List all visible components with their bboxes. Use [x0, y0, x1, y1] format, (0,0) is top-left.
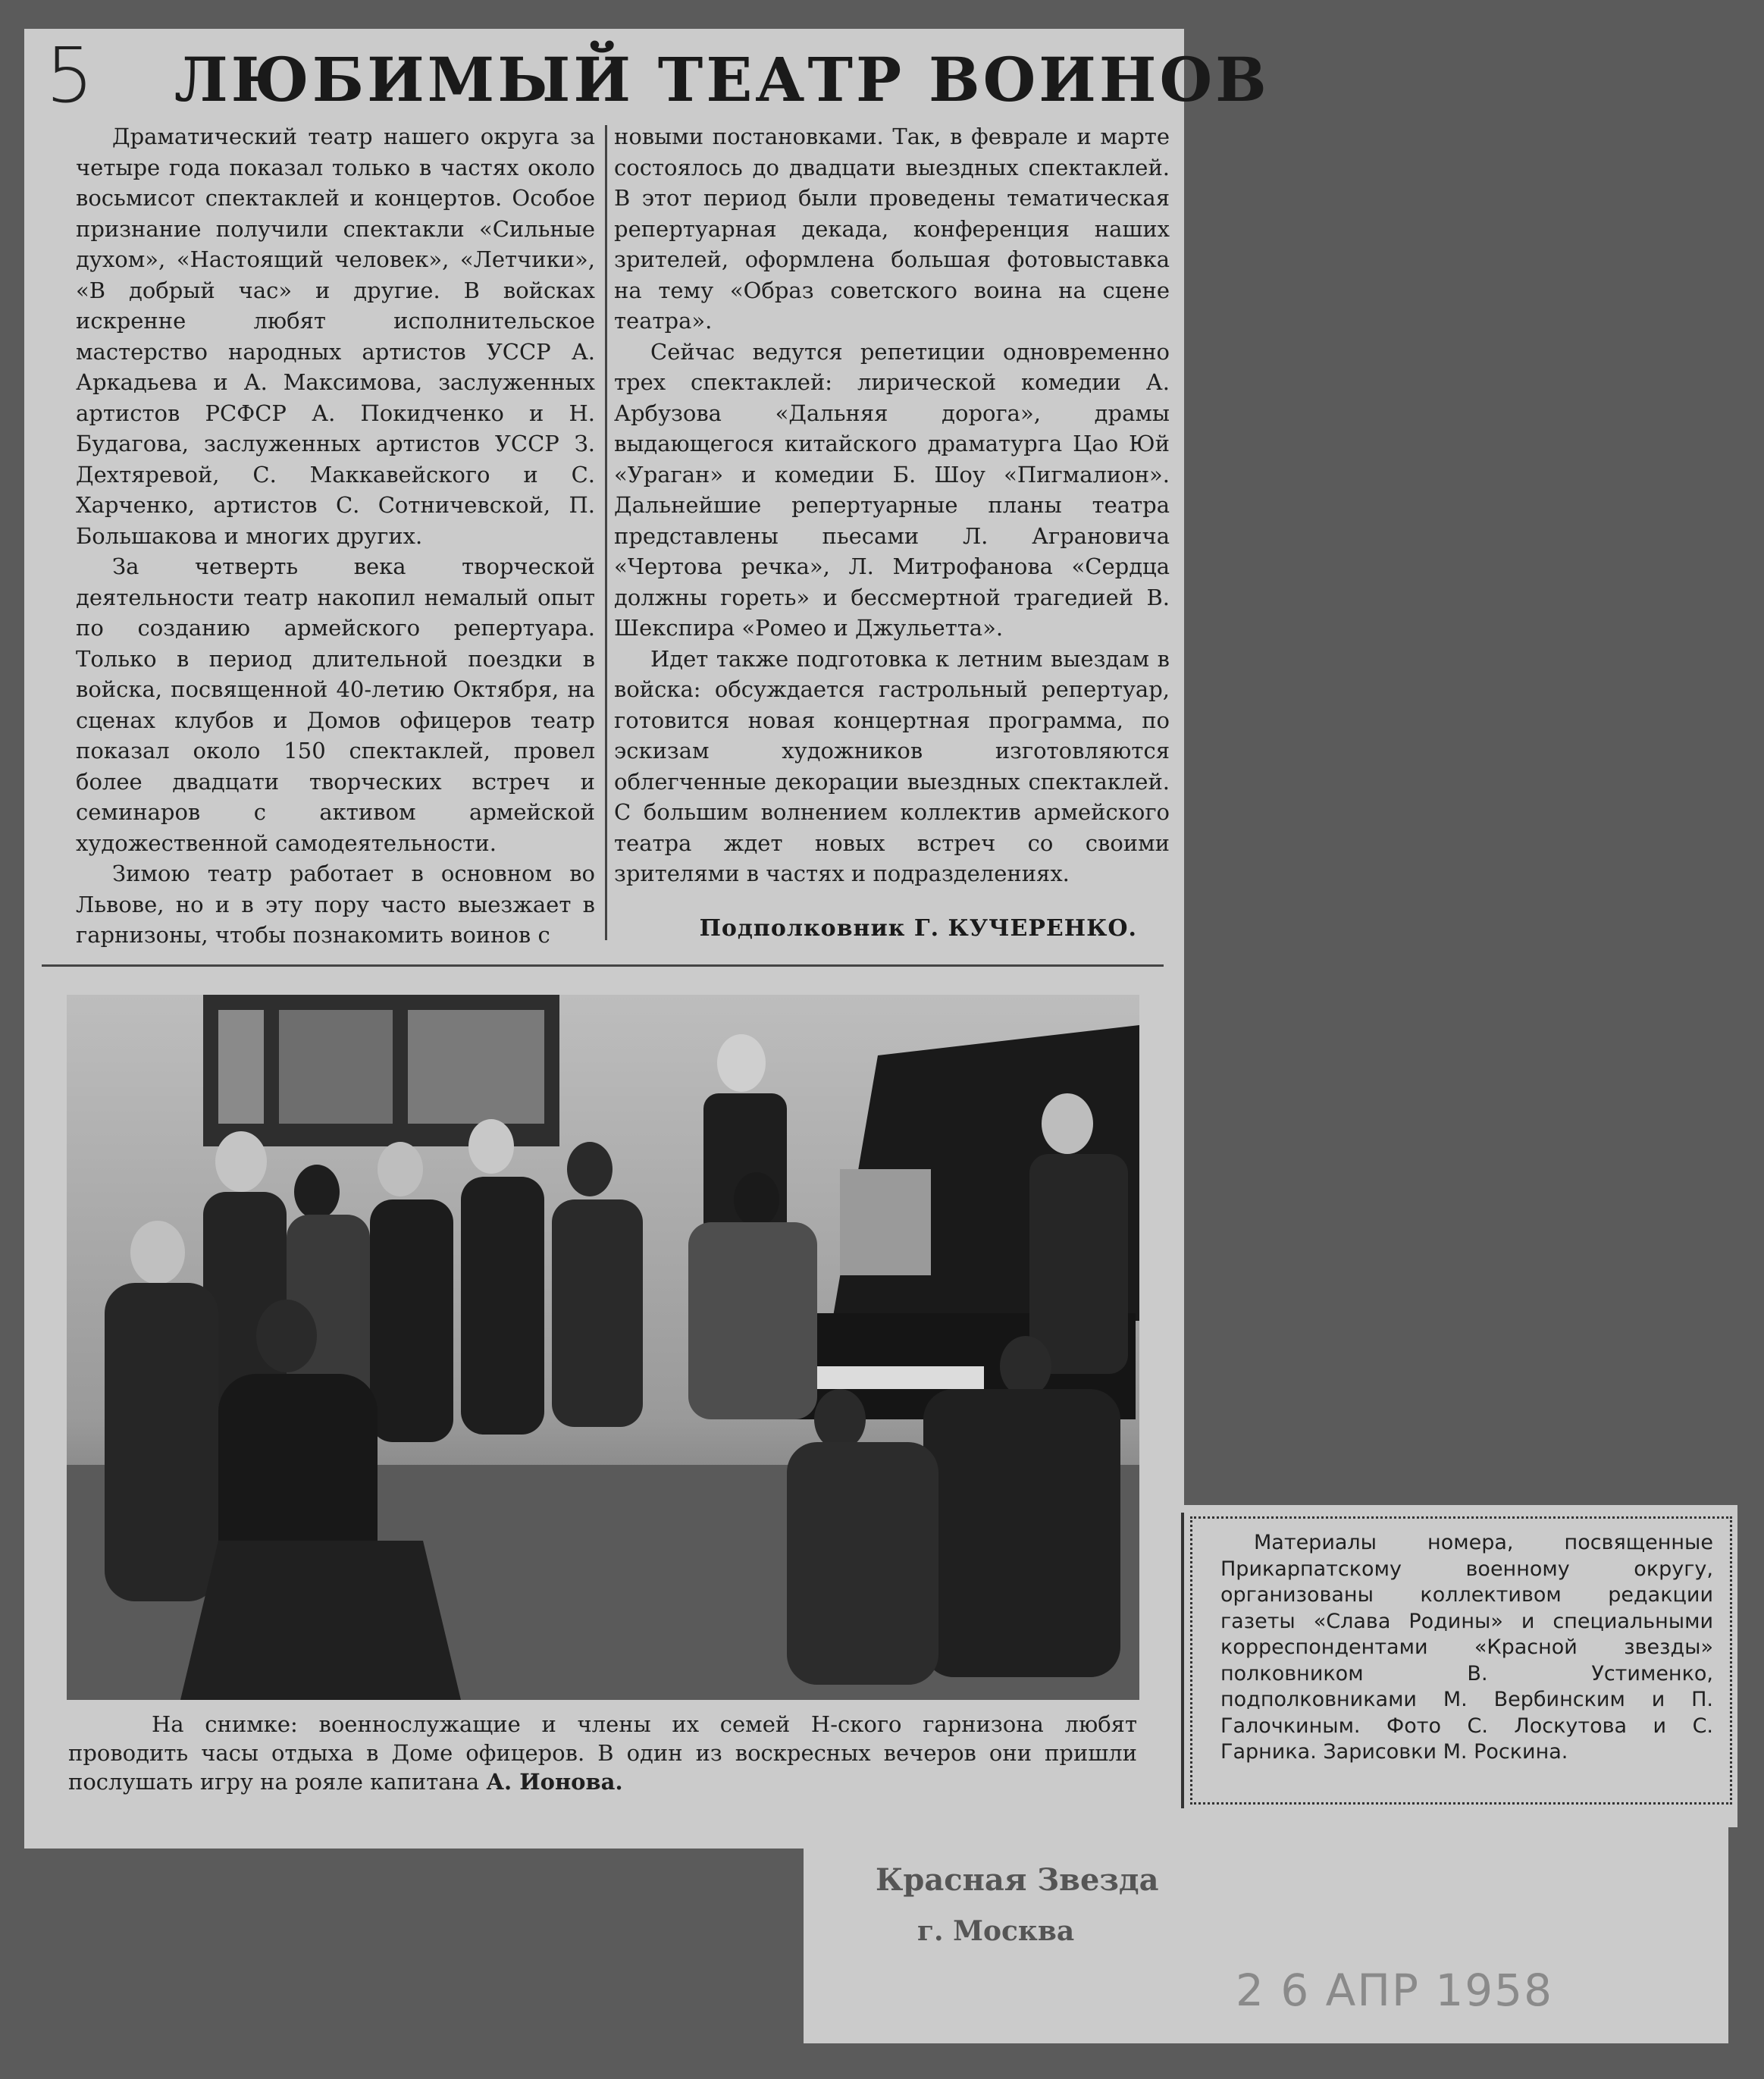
handwritten-page-number: 5: [45, 31, 94, 120]
photo-scene: [67, 995, 1139, 1700]
article-column-right: [614, 121, 1170, 940]
article-column-left: [76, 121, 595, 948]
article-paragraph: Идет также подготовка к летним выездам в войска: обсуждается гастрольный репертуар, готовится новая концертная программа, по эскизам художников изготовляются облегченные декорации выездных спектаклей. С большим волнением коллектив армейского театра ждет новых встреч со своими зрителями в частях и подразделениях.: [614, 645, 1170, 886]
stamp-city: г. Москва: [917, 1915, 1075, 1947]
column-divider: [605, 125, 607, 940]
note-divider: [1181, 1513, 1184, 1808]
article-title: ЛЮБИМЫЙ ТЕАТР ВОИНОВ: [174, 44, 1270, 115]
date-stamp: 2 6 АПР 1958: [1236, 1965, 1553, 2016]
caption-name: А. Ионова.: [486, 1769, 623, 1795]
article-paragraph: Драматический театр нашего округа за четыре года показал только в частях около восьмисот спектаклей и концертов. Особое признание получили спектакли «Сильные духом», «Настоящий человек», «Летчики», «В добрый час» и другие. В войсках искренне любят исполнительское мастерство народных артистов УССР А. Аркадьева и А. Максимова, заслуженных артистов РСФСР А. Покидченко и Н. Будагова, заслуженных артистов УССР З. Дехтяревой, С. Маккавейского и С. Харченко, артистов С. Сотничевской, П. Большакова и многих других.: [76, 124, 595, 549]
article-paragraph: Зимою театр работает в основном во Львове, но и в эту пору часто выезжает в гарнизоны, чтобы познакомить воинов с: [76, 861, 595, 948]
article-paragraph: новыми постановками. Так, в феврале и марте состоялось до двадцати выездных спектаклей. В этот период были проведены тематическая репертуарная декада, конференция наших зрителей, оформлена большая фотовыставка на тему «Образ советского воина на сцене театра».: [614, 124, 1170, 334]
article-paragraph: За четверть века творческой деятельности театр накопил немалый опыт по созданию армейского репертуара. Только в период длительной поездки в войска, посвященной 40-летию Октября, на сценах клубов и Домов офицеров театр показал около 150 спектаклей, провел более двадцати творческих встреч и семинаров с активом армейской художественной самодеятельности.: [76, 553, 595, 856]
article-photo: [67, 995, 1139, 1700]
photo-caption: [68, 1710, 1137, 1808]
caption-text: На снимке: военнослужащие и члены их семей Н-ского гарнизона любят проводить часы отдыха в Доме офицеров. В один из воскресных вечеров они пришли послушать игру на рояле капитана: [68, 1711, 1137, 1795]
article-paragraph: Сейчас ведутся репетиции одновременно трех спектаклей: лирической комедии А. Арбузова «Дальняя дорога», драмы выдающегося китайского драматурга Цао Юй «Ураган» и комедии Б. Шоу «Пигмалион». Дальнейшие репертуарные планы театра представлены пьесами Л. Аграновича «Чертова речка», Л. Митрофанова «Сердца должны гореть» и бессмертной трагедией В. Шекспира «Ромео и Джульетта».: [614, 338, 1170, 641]
editorial-note: Материалы номера, посвященные Прикарпатскому военному округу, организованы коллективом редакции газеты «Слава Родины» и специальными корреспондентами «Красной звезды» полковником В. Устименко, подполковниками М. Вербинским и П. Галочкиным. Фото С. Лоскутова и С. Гарника. Зарисовки М. Роскина.: [1220, 1531, 1713, 1764]
section-divider: [42, 964, 1164, 967]
article-byline: Подполковник Г. КУЧЕРЕНКО.: [699, 915, 1137, 942]
stamp-newspaper: Красная Звезда: [876, 1862, 1159, 1898]
